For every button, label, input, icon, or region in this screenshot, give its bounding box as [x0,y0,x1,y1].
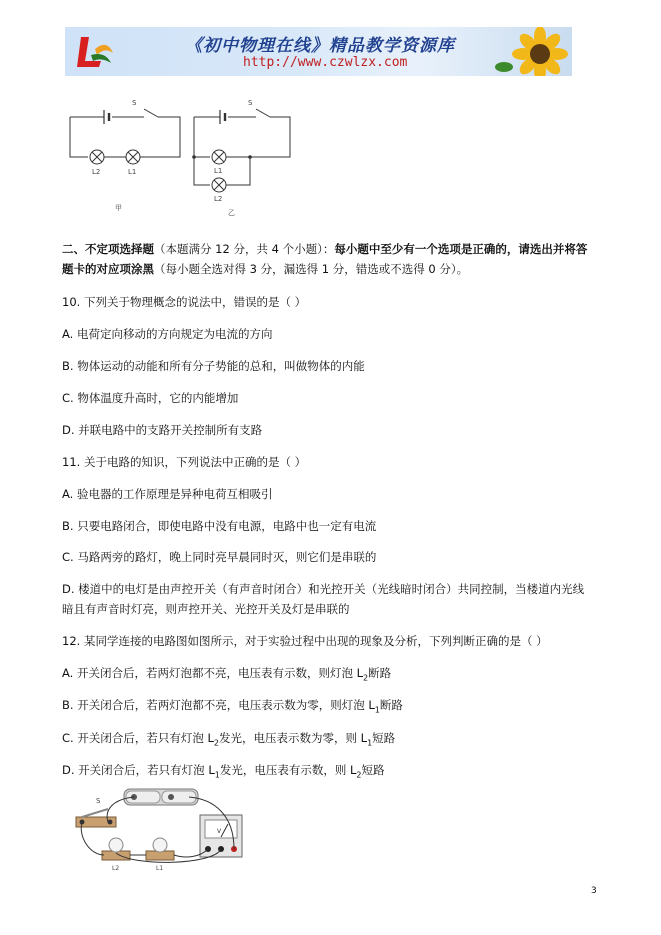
header-banner [65,27,572,76]
q12-option-d [62,763,384,782]
caption-yi: 乙 [228,209,235,217]
q12-b-text: B. 开关闭合后，若两灯泡都不亮，电压表示数为零，则灯泡 L [62,698,375,712]
q10-stem: 10. 下列关于物理概念的说法中，错误的是（ ） [62,295,307,309]
section-heading-bold2: 每小题中至少有一个选项是正确的，请选出并将答 [334,242,588,256]
q10-option-b: B. 物体运动的动能和所有分子势能的总和，叫做物体的内能 [62,359,365,373]
q12-b-post: 断路 [379,698,403,712]
banner-title: 《初中物理在线》精品教学资源库 [185,36,455,56]
q12-d-sub2: 2 [356,770,362,780]
q11-option-b: B. 只要电路闭合，即使电路中没有电源，电路中也一定有电流 [62,519,377,533]
lamp-label-right-b: L2 [214,195,223,203]
switch-label-left: S [132,99,137,107]
section-heading-bold: 二、不定项选择题 [62,242,154,256]
photo-lamp-left-label: L2 [112,865,120,872]
q10-option-a: A. 电荷定向移动的方向规定为电流的方向 [62,327,273,341]
photo-meter-label: V [217,828,222,835]
q12-d-mid: 发光，电压表有示数，则 L [219,763,357,777]
q12-c-mid: 发光，电压表示数为零，则 L [219,731,368,745]
q12-c-sub2: 1 [367,738,373,748]
q12-a-post: 断路 [368,666,392,680]
section-line2-plain: （每小题全选对得 3 分，漏选得 1 分，错选或不选得 0 分）。 [154,262,469,276]
section-heading-plain: （本题满分 12 分，共 4 个小题）： [154,242,335,256]
q12-a-text: A. 开关闭合后，若两灯泡都不亮，电压表有示数，则灯泡 L [62,666,364,680]
q11-option-c: C. 马路两旁的路灯，晚上同时亮早晨同时灭，则它们是串联的 [62,550,377,564]
q11-stem: 11. 关于电路的知识，下列说法中正确的是（ ） [62,455,307,469]
q12-option-a [62,666,391,685]
circuit-photo [74,785,252,873]
photo-switch-label: S [96,797,101,805]
q11-option-d-line2: 暗且有声音时灯亮，则声控开关、光控开关及灯是串联的 [62,602,350,616]
q12-a-sub: 2 [363,673,369,683]
q11-option-a: A. 验电器的工作原理是异种电荷互相吸引 [62,487,273,501]
q12-c-text: C. 开关闭合后，若只有灯泡 L [62,731,214,745]
q12-d-post: 短路 [361,763,385,777]
q10-option-c: C. 物体温度升高时，它的内能增加 [62,391,239,405]
lamp-label-right-a: L1 [214,167,223,175]
q11-option-d-line1: D. 楼道中的电灯是由声控开关（有声音时闭合）和光控开关（光线暗时闭合）共同控制，当楼道内光线 [62,582,585,596]
page-number: 3 [591,886,597,896]
section-heading [62,242,587,257]
caption-jia: 甲 [115,204,122,212]
lamp-label-left-b: L1 [128,168,137,176]
circuit-diagrams [60,95,310,220]
section-heading-line2 [62,262,468,277]
q12-b-sub: 1 [374,705,380,715]
q12-c-post: 短路 [372,731,396,745]
q12-stem: 12. 某同学连接的电路图如图所示，对于实验过程中出现的现象及分析，下列判断正确的是（ ） [62,634,548,648]
q10-option-d: D. 并联电路中的支路开关控制所有支路 [62,423,263,437]
lamp-label-left-a: L2 [92,168,101,176]
photo-lamp-right-label: L1 [156,865,164,872]
q12-option-b [62,698,403,717]
q12-c-sub: 2 [213,738,219,748]
q12-option-c [62,731,395,750]
banner-url: http://www.czwlzx.com [243,55,408,70]
q12-d-text: D. 开关闭合后，若只有灯泡 L [62,763,215,777]
q12-d-sub: 1 [214,770,220,780]
sunflower-icon [494,27,568,76]
site-logo-icon [71,31,117,73]
section-line2-bold: 题卡的对应项涂黑 [62,262,154,276]
switch-label-right: S [248,99,253,107]
